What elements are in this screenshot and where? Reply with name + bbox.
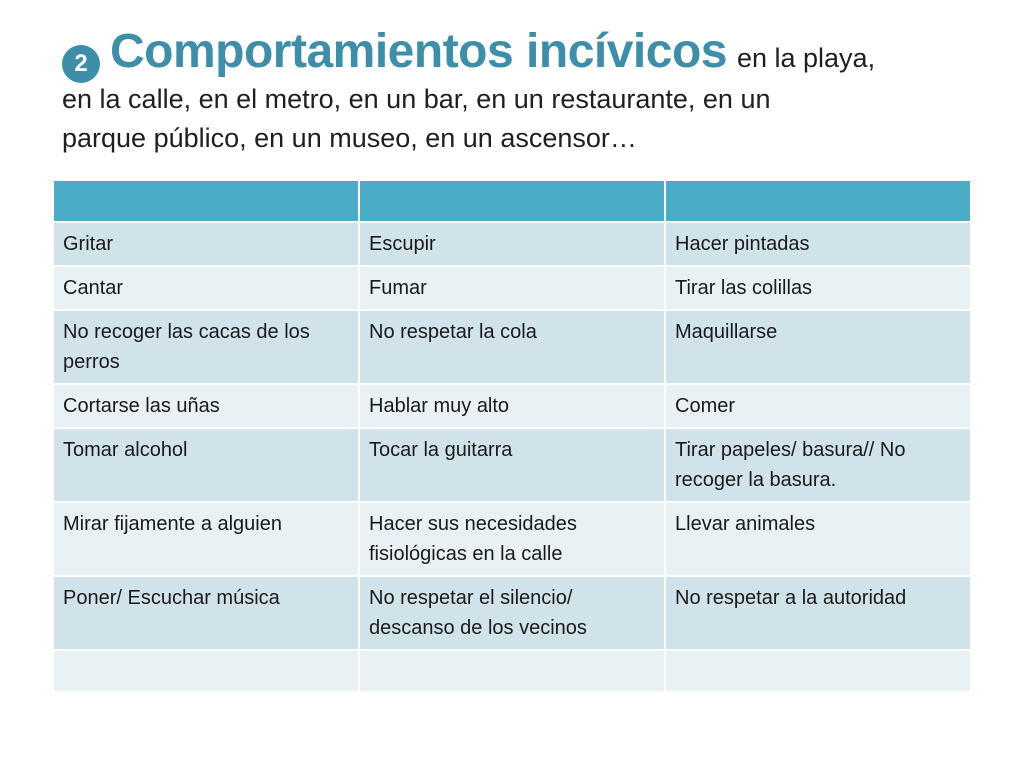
table-cell: Cantar xyxy=(53,266,359,310)
title-main-text: Comportamientos incívicos xyxy=(110,25,727,78)
table-row xyxy=(53,502,971,576)
table-row xyxy=(53,266,971,310)
table-cell: Mirar fijamente a alguien xyxy=(53,502,359,576)
header-cell xyxy=(665,180,971,222)
table-cell: Escupir xyxy=(359,222,665,266)
table-cell: Fumar xyxy=(359,266,665,310)
header-cell xyxy=(359,180,665,222)
table-cell: No respetar la cola xyxy=(359,310,665,384)
table-row xyxy=(53,576,971,650)
table-cell: Hacer sus necesidades fisiológicas en la calle xyxy=(359,502,665,576)
table-cell: Tomar alcohol xyxy=(53,428,359,502)
table-cell: Cortarse las uñas xyxy=(53,384,359,428)
table-cell: Llevar animales xyxy=(665,502,971,576)
title-places-line-3: parque público, en un museo, en un ascensor… xyxy=(62,123,637,153)
table-cell xyxy=(665,650,971,692)
table-cell: Hacer pintadas xyxy=(665,222,971,266)
slide-title xyxy=(62,24,972,157)
table-cell xyxy=(359,650,665,692)
table-row xyxy=(53,222,971,266)
table-row xyxy=(53,310,971,384)
table-cell: Gritar xyxy=(53,222,359,266)
table-cell: No respetar a la autoridad xyxy=(665,576,971,650)
table-cell: No recoger las cacas de los perros xyxy=(53,310,359,384)
table-cell: Tocar la guitarra xyxy=(359,428,665,502)
table-cell xyxy=(53,650,359,692)
title-places-start: en la playa, xyxy=(736,43,876,73)
title-line-1 xyxy=(62,24,972,79)
table-cell: Hablar muy alto xyxy=(359,384,665,428)
title-places-line-2: en la calle, en el metro, en un bar, en un restaurante, en un xyxy=(62,84,771,114)
header-cell xyxy=(53,180,359,222)
table-row-empty xyxy=(53,650,971,692)
table-header-row xyxy=(53,180,971,222)
table-cell: Tirar papeles/ basura// No recoger la basura. xyxy=(665,428,971,502)
table-cell: No respetar el silencio/ descanso de los vecinos xyxy=(359,576,665,650)
number-badge: 2 xyxy=(62,45,100,83)
table-cell: Comer xyxy=(665,384,971,428)
table-row xyxy=(53,428,971,502)
table-cell: Maquillarse xyxy=(665,310,971,384)
table-cell: Poner/ Escuchar música xyxy=(53,576,359,650)
behaviors-table xyxy=(52,179,972,693)
table-row xyxy=(53,384,971,428)
table-cell: Tirar las colillas xyxy=(665,266,971,310)
